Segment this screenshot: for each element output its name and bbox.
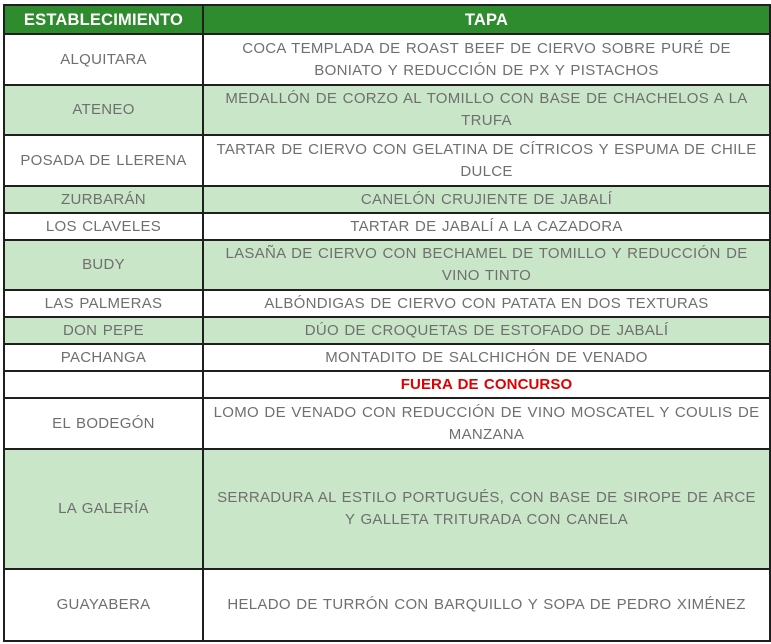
table-row <box>4 213 770 240</box>
tapa-cell: TARTAR DE CIERVO CON GELATINA DE CÍTRICOS Y ESPUMA DE CHILE DULCE <box>203 135 770 186</box>
tapa-cell: LOMO DE VENADO CON REDUCCIÓN DE VINO MOSCATEL Y COULIS DE MANZANA <box>203 398 770 449</box>
table-row <box>4 34 770 85</box>
establecimiento-cell: LAS PALMERAS <box>4 290 203 317</box>
table-row <box>4 290 770 317</box>
table-row <box>4 569 770 641</box>
fuera-de-concurso-label: FUERA DE CONCURSO <box>203 371 770 398</box>
tapa-cell: MONTADITO DE SALCHICHÓN DE VENADO <box>203 344 770 371</box>
establecimiento-cell: DON PEPE <box>4 317 203 344</box>
fuera-de-concurso-row <box>4 371 770 398</box>
establecimiento-cell: LOS CLAVELES <box>4 213 203 240</box>
establecimiento-cell: ATENEO <box>4 85 203 135</box>
tapa-cell: SERRADURA AL ESTILO PORTUGUÉS, CON BASE DE SIROPE DE ARCE Y GALLETA TRITURADA CON CANELA <box>203 449 770 569</box>
header-establecimiento: ESTABLECIMIENTO <box>4 5 203 34</box>
tapa-cell: CANELÓN CRUJIENTE DE JABALÍ <box>203 186 770 213</box>
tapa-cell: COCA TEMPLADA DE ROAST BEEF DE CIERVO SOBRE PURÉ DE BONIATO Y REDUCCIÓN DE PX Y PISTACHOS <box>203 34 770 85</box>
establecimiento-cell: EL BODEGÓN <box>4 398 203 449</box>
header-tapa: TAPA <box>203 5 770 34</box>
empty-cell <box>4 371 203 398</box>
establecimiento-cell: GUAYABERA <box>4 569 203 641</box>
establecimiento-cell: PACHANGA <box>4 344 203 371</box>
establecimiento-cell: ALQUITARA <box>4 34 203 85</box>
table-row <box>4 186 770 213</box>
establecimiento-cell: ZURBARÁN <box>4 186 203 213</box>
tapas-table <box>3 4 771 642</box>
table-row <box>4 398 770 449</box>
tapa-cell: LASAÑA DE CIERVO CON BECHAMEL DE TOMILLO Y REDUCCIÓN DE VINO TINTO <box>203 240 770 290</box>
establecimiento-cell: LA GALERÍA <box>4 449 203 569</box>
tapa-cell: TARTAR DE JABALÍ A LA CAZADORA <box>203 213 770 240</box>
tapa-cell: HELADO DE TURRÓN CON BARQUILLO Y SOPA DE PEDRO XIMÉNEZ <box>203 569 770 641</box>
table-row <box>4 85 770 135</box>
establecimiento-cell: BUDY <box>4 240 203 290</box>
table-row <box>4 344 770 371</box>
tapa-cell: MEDALLÓN DE CORZO AL TOMILLO CON BASE DE CHACHELOS A LA TRUFA <box>203 85 770 135</box>
table-row <box>4 240 770 290</box>
tapa-cell: DÚO DE CROQUETAS DE ESTOFADO DE JABALÍ <box>203 317 770 344</box>
header-row <box>4 5 770 34</box>
table-row <box>4 449 770 569</box>
tapa-cell: ALBÓNDIGAS DE CIERVO CON PATATA EN DOS TEXTURAS <box>203 290 770 317</box>
establecimiento-cell: POSADA DE LLERENA <box>4 135 203 186</box>
table-row <box>4 317 770 344</box>
table-row <box>4 135 770 186</box>
